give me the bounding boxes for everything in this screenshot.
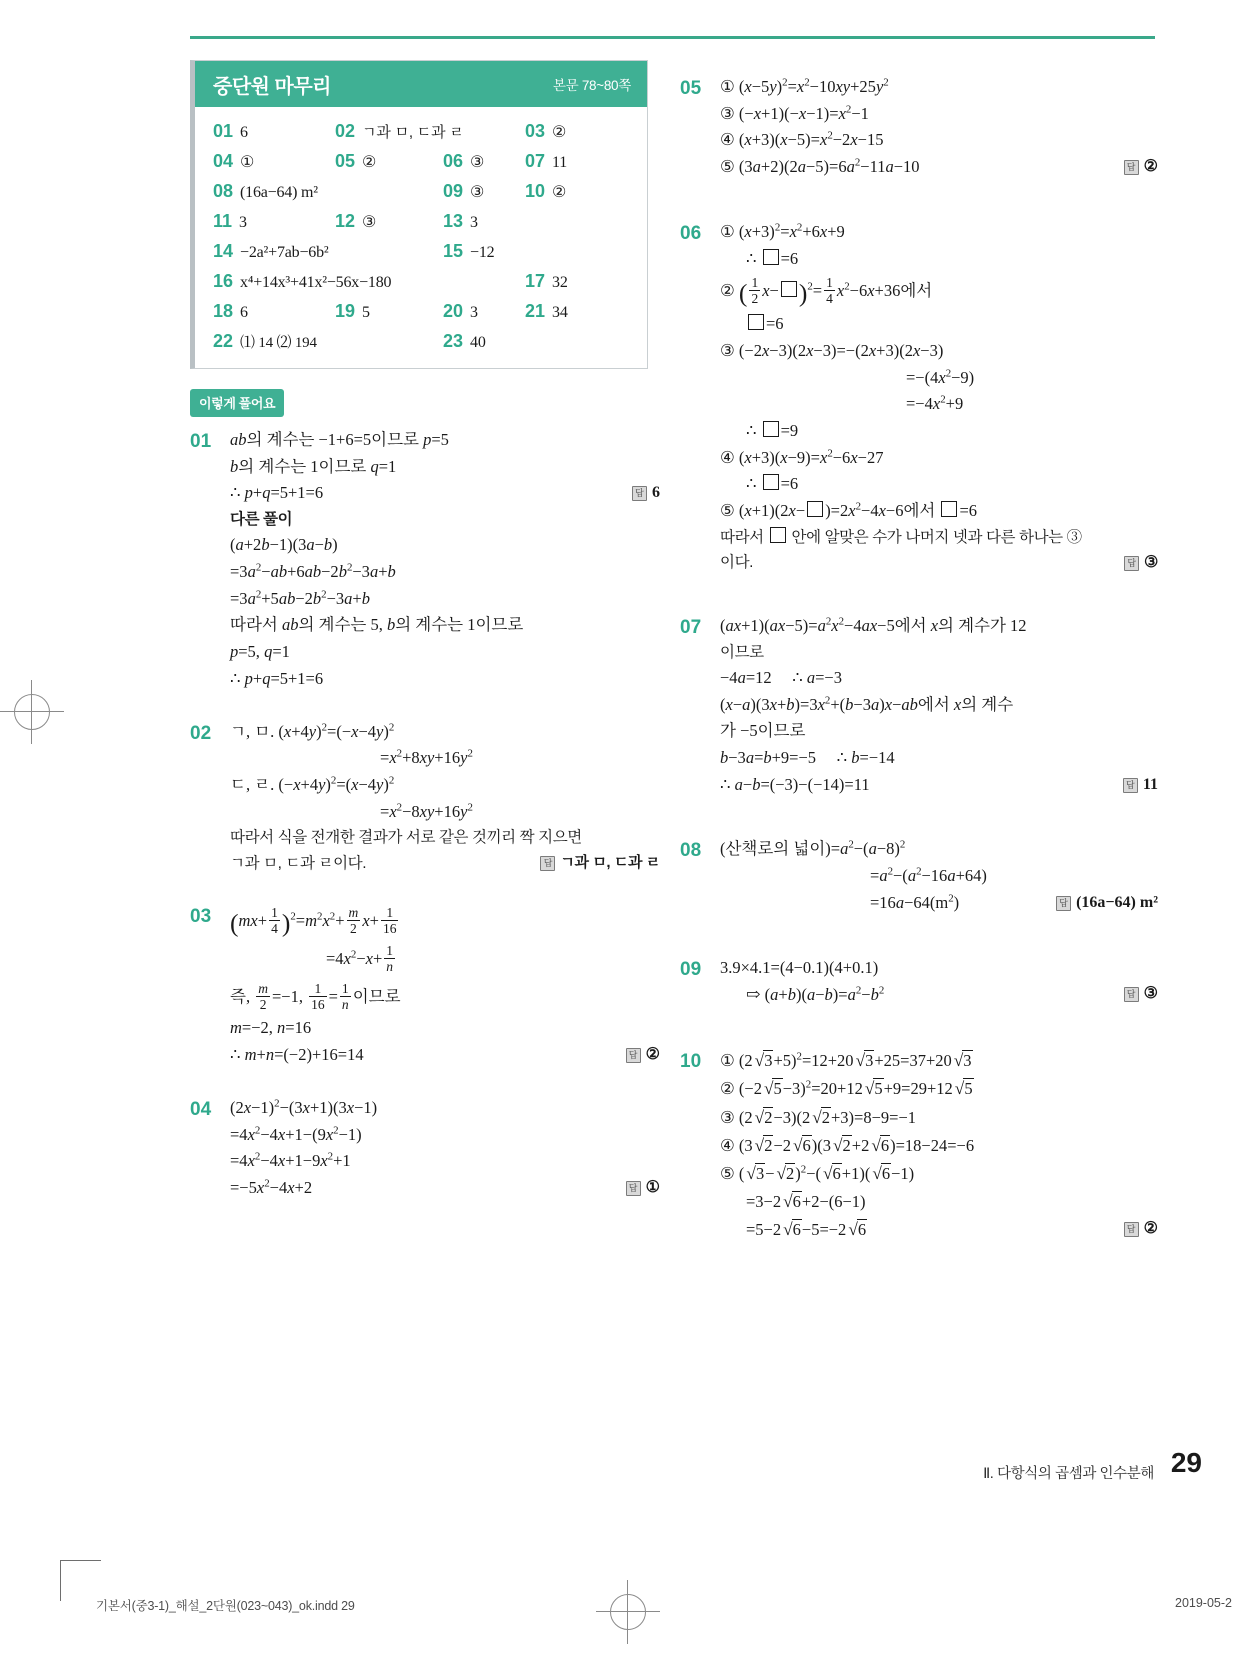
sqrt-icon: √2 [776, 1163, 795, 1183]
solution-line: =5−2 √6−5=−2 √6 답 ② [720, 1216, 1150, 1244]
answer-entry-number: 18 [213, 301, 234, 321]
answer-row [213, 151, 633, 172]
solution-line: $(2x-1)^2-(3x+1)(3x-1)$ [230, 1097, 378, 1117]
solution-line: ③ (−2x−3)(2x−3)=−(2x+3)(2x−3) [720, 340, 944, 360]
solution-line: m=−2, n=16 [230, 1018, 312, 1038]
answer-entry [213, 301, 335, 322]
solution-body [230, 902, 660, 1069]
answer-mark [632, 480, 660, 506]
solution-line: b의 계수는 1이므로 q=1 [230, 456, 397, 476]
solution-line: ab의 계수는 −1+6=5이므로 p=5 [230, 430, 449, 449]
solution-body [720, 613, 1158, 798]
answer-mark [626, 1042, 660, 1068]
solution-04 [190, 1095, 660, 1202]
answer-entry-value: 3 [239, 214, 247, 231]
solution-06 [680, 219, 1158, 575]
answer-badge-icon: 답 [1124, 1222, 1139, 1237]
answer-entry [213, 331, 443, 352]
answer-row [213, 211, 633, 232]
answer-mark [1124, 1216, 1158, 1242]
solution-line: ② (−2 √5−3)$^2$=20+12 √5+9=29+12 √5 [720, 1075, 1150, 1103]
solution-body [720, 1047, 1158, 1243]
solution-number: 01 [190, 431, 212, 452]
answer-row [213, 301, 633, 322]
solution-body [230, 1095, 660, 1202]
solution-line: $=4x^2-4x+1-(9x^2-1)$ [230, 1124, 362, 1144]
answer-entry-value: 3 [470, 214, 478, 231]
sqrt-icon: √6 [793, 1135, 811, 1155]
answer-entry [443, 181, 525, 202]
solution-line: $=-4x^2+9$ [906, 393, 964, 414]
blank-box-icon [763, 421, 779, 437]
answer-entry-value: ② [552, 124, 567, 141]
solution-05 [680, 74, 1158, 181]
sqrt-icon: √2 [754, 1107, 773, 1127]
answer-value: 11 [1142, 775, 1158, 793]
answer-value: 6 [652, 484, 660, 502]
solution-line: ⑤ $(x+1)(2x- )=2x^2-4x-6$에서 =6 [720, 500, 978, 521]
solution-line: 즉, $\frac{m}{2}$ =−1, $\frac{1}{16}$ = $\frac{1}{n}$ 이므로 [230, 980, 401, 1012]
solution-line: ∴ a−b=(−3)−(−14)=11 답 11 [720, 772, 1150, 799]
answer-mark [1124, 550, 1158, 576]
solution-line: ① $(x+3)^2=x^2+6x+9$ [720, 221, 845, 241]
solution-line: ③ (2 √2−3)(2 √2+3)=8−9=−1 [720, 1104, 1150, 1132]
registration-mark-left [0, 680, 64, 744]
answer-entry-value: −2a²+7ab−6b² [240, 244, 329, 261]
solution-10 [680, 1047, 1158, 1243]
answer-entry [213, 271, 525, 292]
solution-line: ④ $(x+3)(x-5)=x^2-2x-15$ [720, 129, 884, 150]
answer-box-reference: 본문 78~80쪽 [552, 78, 631, 93]
solution-line: ∴ =6 [746, 248, 799, 268]
answer-entry-number: 08 [213, 181, 234, 201]
solution-line: ⑤ $(3a+2)(2a-5)=6a^2-11a-10$ 답 ② [720, 154, 1150, 181]
answer-entry-value: −12 [470, 244, 495, 261]
answer-badge-icon: 답 [626, 1181, 641, 1196]
solution-line: (산책로의 넓이)$=a^2-(a-8)^2$ [720, 838, 906, 859]
answer-row [213, 121, 633, 142]
answer-mark [1124, 154, 1158, 180]
answer-entry [525, 121, 566, 142]
spacer [680, 921, 1150, 955]
answer-entry-number: 17 [525, 271, 546, 291]
answer-entry-number: 21 [525, 301, 546, 321]
howto-solve-tag: 이렇게 풀어요 [190, 389, 284, 417]
solution-line: =3−2 √6+2−(6−1) [720, 1188, 1150, 1216]
blank-box-icon [807, 501, 823, 517]
solution-number: 08 [680, 840, 702, 862]
answer-entry-value: 11 [552, 154, 568, 171]
answer-entry-value: ③ [362, 214, 377, 231]
sqrt-icon: √3 [746, 1163, 765, 1183]
answer-row [213, 181, 633, 202]
solution-line: −4a=12 ∴ a=−3 [720, 667, 842, 687]
answer-entry-value: 32 [552, 274, 568, 291]
solution-line: ③ $(-x+1)(-x-1)=x^2-1$ [720, 103, 869, 123]
solution-line: ① (2 √3+5)$^2$=12+20 √3+25=37+20 √3 [720, 1047, 1150, 1075]
answer-value: ② [1143, 1219, 1158, 1237]
solution-line: $(x-a)(3x+b)=3x^2+(b-3a)x-ab$에서 x의 계수 [720, 694, 1014, 714]
answer-entry [443, 331, 486, 352]
solution-line: $=x^2-8xy+16y^2$ [380, 801, 473, 821]
chapter-title: Ⅱ. 다항식의 곱셈과 인수분해 [983, 1466, 1154, 1482]
solution-line: =6 [720, 311, 1150, 338]
solution-number: 04 [190, 1098, 212, 1120]
answer-entry-number: 03 [525, 121, 546, 141]
sqrt-icon: √6 [848, 1219, 867, 1239]
answer-badge-icon: 답 [1056, 896, 1071, 911]
solution-line: (mx+ $\frac{1}{4}$ )$^2=m^2x^2+$ $\frac{m}{2}$ x+ $\frac{1}{16}$ [230, 904, 397, 938]
solution-line: ④ (3 √2−2 √6)(3 √2+2 √6)=18−24=−6 [720, 1132, 1150, 1160]
blank-box-icon [748, 314, 764, 330]
answer-entry-value: ㄱ과 ㅁ, ㄷ과 ㄹ [362, 124, 464, 141]
answer-entry-value: ① [240, 154, 255, 171]
solution-line: $=4x^2-4x+1-9x^2+1$ [230, 1150, 351, 1171]
top-rule [190, 36, 1155, 39]
answer-entry-number: 22 [213, 331, 234, 351]
solution-line: $=x^2+8xy+16y^2$ [380, 747, 473, 768]
solution-line: ∴ =6 [746, 474, 799, 494]
solution-body [230, 427, 660, 693]
answer-entry-value: ② [552, 184, 567, 201]
answer-entry [525, 181, 566, 202]
solution-line: (a+2b−1)(3a−b) [230, 535, 338, 555]
print-footer [0, 1592, 1240, 1642]
answer-badge-icon: 답 [626, 1048, 641, 1063]
spacer [680, 579, 1150, 613]
solution-body [720, 74, 1158, 181]
answer-badge-icon: 답 [1124, 987, 1139, 1002]
answer-entry-value: 40 [470, 334, 486, 351]
solution-line: ① $(x-5y)^2=x^2-10xy+25y^2$ [720, 76, 889, 96]
answer-entry [335, 121, 525, 142]
solution-line: 이다. 답 ③ [720, 550, 1150, 575]
answer-entry-number: 05 [335, 151, 356, 171]
answer-entry-value: 6 [240, 304, 248, 321]
blank-box-icon [763, 474, 779, 490]
footer-date: 2019-05-2 [1175, 1596, 1232, 1610]
answer-entry-number: 06 [443, 151, 464, 171]
answer-entry-value: 34 [552, 304, 568, 321]
answer-mark [1056, 890, 1158, 916]
answer-entry [443, 211, 478, 232]
solution-line: ㄱ, ㅁ. $(x+4y)^2=(-x-4y)^2$ [230, 721, 395, 741]
sqrt-icon: √3 [855, 1051, 874, 1071]
answer-entry-number: 16 [213, 271, 234, 291]
answer-entry [213, 211, 335, 232]
answer-entry-number: 02 [335, 121, 356, 141]
left-column [190, 60, 660, 1206]
solution-line: ∴ p+q=5+1=6 답 6 [230, 480, 660, 507]
answer-entry-value: 3 [470, 304, 478, 321]
answer-entry-number: 10 [525, 181, 546, 201]
solution-body [720, 955, 1158, 1010]
answer-value: (16a−64) m² [1076, 893, 1158, 911]
sqrt-icon: √5 [954, 1079, 973, 1099]
answer-entry-value: 5 [362, 304, 370, 321]
answer-entry-number: 19 [335, 301, 356, 321]
solution-number: 10 [680, 1051, 702, 1073]
spacer [680, 185, 1150, 219]
solution-line: 가 −5이므로 [720, 721, 806, 741]
answer-value: ③ [1143, 985, 1158, 1003]
answer-entry [213, 241, 443, 262]
spacer [190, 1073, 660, 1095]
blank-box-icon [781, 281, 797, 297]
implies-arrow-icon: ⇨ [746, 985, 761, 1005]
solution-line: $=3a^2-ab+6ab-2b^2-3a+b$ [230, 561, 396, 581]
answer-badge-icon: 답 [1124, 160, 1139, 175]
sqrt-icon: √6 [871, 1135, 890, 1155]
solution-02 [190, 719, 660, 876]
answer-row [213, 331, 633, 352]
answer-entry [335, 211, 443, 232]
answer-entry-value: 6 [240, 124, 248, 141]
solution-09 [680, 955, 1158, 1010]
sqrt-icon: √2 [754, 1135, 773, 1155]
solution-line: ⑤ ( √3− √2)$^2$−( √6+1)( √6−1) [720, 1160, 1150, 1188]
right-column [680, 60, 1158, 1248]
blank-box-icon [763, 249, 779, 265]
solution-number: 06 [680, 222, 702, 244]
spacer [680, 1013, 1150, 1047]
answer-entry [525, 151, 567, 172]
answer-entry-number: 20 [443, 301, 464, 321]
answer-mark [1123, 772, 1158, 798]
sqrt-icon: √5 [864, 1079, 883, 1099]
answer-entry-number: 15 [443, 241, 464, 261]
answer-box-body [195, 107, 647, 368]
solution-line: $=16a-64(m^2)$ 답 (16a−64) m² [720, 890, 1150, 917]
sqrt-icon: √6 [823, 1163, 841, 1183]
solution-line: 따라서 안에 알맞은 수가 나머지 넷과 다른 하나는 ③ [720, 528, 1082, 546]
solution-line: 3.9×4.1=(4−0.1)(4+0.1) [720, 957, 879, 977]
sqrt-icon: √5 [763, 1079, 782, 1099]
solution-body [720, 219, 1158, 575]
solution-line: $=-5x^2-4x+2$ 답 ① [230, 1175, 660, 1202]
answer-row [213, 271, 633, 292]
sqrt-icon: √2 [812, 1107, 830, 1127]
answer-entry-number: 11 [213, 211, 233, 231]
answer-value: ② [1143, 158, 1158, 176]
answer-value: ① [645, 1179, 660, 1197]
answer-mark [626, 1175, 660, 1201]
answer-entry-value: ③ [470, 154, 485, 171]
answer-entry [443, 241, 494, 262]
spacer [190, 697, 660, 719]
solution-line: ④ $(x+3)(x-9)=x^2-6x-27$ [720, 447, 884, 467]
spacer [190, 880, 660, 902]
solution-line: 이므로 [720, 643, 764, 661]
sqrt-icon: √6 [872, 1163, 891, 1183]
sqrt-icon: √3 [953, 1051, 972, 1071]
spacer [680, 802, 1150, 836]
answer-entry-value: ③ [470, 184, 485, 201]
answer-entry-number: 14 [213, 241, 234, 261]
solution-body [230, 719, 660, 876]
answer-badge-icon: 답 [632, 486, 647, 501]
solution-line: b−3a=b+9=−5 ∴ b=−14 [720, 748, 895, 768]
blank-box-icon [770, 527, 786, 543]
answer-entry [525, 301, 568, 322]
answer-entry-number: 23 [443, 331, 464, 351]
page-number: 29 [1170, 1447, 1202, 1478]
solution-07 [680, 613, 1158, 798]
answer-box-header [195, 61, 647, 107]
answer-entry-value: ② [362, 154, 377, 171]
answer-badge-icon: 답 [1123, 778, 1138, 793]
answer-entry-number: 07 [525, 151, 546, 171]
sqrt-icon: √2 [833, 1135, 851, 1155]
sqrt-icon: √6 [783, 1219, 801, 1239]
solution-line: 따라서 식을 전개한 결과가 서로 같은 것끼리 짝 지으면 [230, 829, 582, 847]
answer-entry-value: ⑴ 14 ⑵ 194 [240, 335, 317, 351]
answer-value: ㄱ과 ㅁ, ㄷ과 ㄹ [560, 853, 660, 871]
solution-line: $=-(4x^2-9)$ [906, 367, 975, 387]
answer-entry [443, 151, 525, 172]
answer-mark [540, 851, 660, 875]
solution-number: 05 [680, 78, 702, 99]
answer-entry [213, 181, 443, 202]
solution-line: $(ax+1)(ax-5)=a^2x^2-4ax-5$에서 x의 계수가 12 [720, 615, 1027, 636]
answer-entry-number: 09 [443, 181, 464, 201]
answer-mark [1124, 981, 1158, 1007]
footer-filename: 기본서(중3-1)_해설_2단원(023~043)_ok.indd 29 [96, 1599, 355, 1613]
blank-box-icon [941, 501, 957, 517]
solution-line: ⇨ $(a+b)(a-b)=a^2-b^2$ 답 ③ [720, 981, 1150, 1009]
answer-badge-icon: 답 [540, 856, 555, 871]
answer-entry-number: 13 [443, 211, 464, 231]
answer-entry-number: 12 [335, 211, 356, 231]
solution-line: $=a^2-(a^2-16a+64)$ [870, 865, 987, 886]
solution-number: 03 [190, 905, 212, 927]
answer-badge-icon: 답 [1124, 556, 1139, 571]
solution-body [720, 836, 1158, 916]
solution-line: $=4x^2-x+$ $\frac{1}{n}$ [326, 942, 394, 974]
answer-row [213, 241, 633, 262]
answer-entry [335, 301, 443, 322]
answer-entry-number: 04 [213, 151, 234, 171]
sqrt-icon: √3 [754, 1051, 773, 1071]
solution-line: p=5, q=1 [230, 642, 290, 662]
sqrt-icon: √6 [783, 1191, 801, 1211]
answer-entry [525, 271, 568, 292]
answer-box-title: 중단원 마무리 [213, 75, 331, 98]
answer-entry [335, 151, 443, 172]
answer-value: ② [645, 1046, 660, 1064]
answer-entry [443, 301, 525, 322]
answer-entry-value: (16a−64) m² [240, 184, 318, 201]
answer-summary-box [190, 60, 648, 369]
solution-line: ∴ p+q=5+1=6 [230, 668, 324, 688]
answer-value: ③ [1144, 553, 1158, 571]
solution-08 [680, 836, 1158, 916]
solution-line: 따라서 ab의 계수는 5, b의 계수는 1이므로 [230, 615, 524, 635]
solution-line: ∴ m+n=(−2)+16=14 답 ② [230, 1042, 660, 1069]
answer-entry-value: x⁴+14x³+41x²−56x−180 [240, 274, 392, 291]
answer-entry [213, 121, 335, 142]
solution-line: 다른 풀이 [230, 511, 293, 529]
answer-entry [213, 151, 335, 172]
solution-line: ㄷ, ㄹ. $(-x+4y)^2=(x-4y)^2$ [230, 774, 395, 795]
solution-line: $=3a^2+5ab-2b^2-3a+b$ [230, 588, 370, 608]
solution-line: ㄱ과 ㅁ, ㄷ과 ㄹ이다. 답 ㄱ과 ㅁ, ㄷ과 ㄹ [230, 851, 660, 876]
solution-number: 09 [680, 958, 702, 980]
solution-number: 02 [190, 722, 212, 744]
answer-entry-number: 01 [213, 121, 234, 141]
solution-line: ② ( $\frac{1}{2}$ x− )$^2$= $\frac{1}{4}$ $x^2-6x+36$에서 [720, 275, 933, 308]
solution-line: ∴ =9 [746, 420, 799, 440]
solution-01 [190, 427, 660, 693]
solution-03 [190, 902, 660, 1069]
solution-number: 07 [680, 617, 702, 639]
